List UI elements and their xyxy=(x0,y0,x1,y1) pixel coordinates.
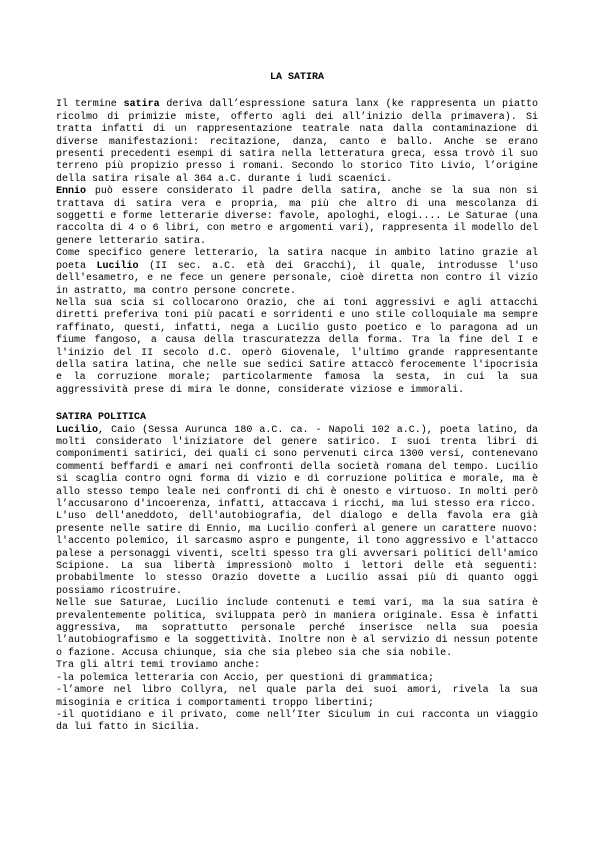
paragraph-lucilio-bio xyxy=(56,425,538,512)
paragraph-temi-intro: Tra gli altri temi troviamo anche: xyxy=(56,660,261,672)
paragraph-saturae: Nelle sue Saturae, Lucilio include contenuti e temi vari, ma la sua satira è prevalentemente politica, sviluppata però in maniera originale. Essa è infatti aggressiva, ma soprattutto personale perché inserisce nella sua poesia l’autobiografismo e la soggettività. Inoltre non è al servizio di nessun potente o fazione. Accusa chiunque, sia che sia plebeo sia che sia nobile. xyxy=(56,598,538,659)
paragraph-text: deriva dall’espressione satura lanx (ke rappresenta un piatto ricolmo di primizie miste, offerto agli dei all’inizio della primavera). Si tratta infatti di un rappresentazione teatrale nata dalla contaminazione di diverse manifestazioni: recitazione, danza, canto e ballo. Anche se erano presenti precedenti esempi di satira nella letteratura greca, essa trovò il suo terreno più propizio presso i romani. Secondo lo storico Tito Livio, l’origine della satira risale al 364 a.C. durante i ludi scaenici. xyxy=(56,99,538,185)
list-item: -l’amore nel libro Collyra, nel quale parla dei suoi amori, rivela la sua misoginia e critica i comportamenti troppo libertini; xyxy=(56,685,538,709)
paragraph-aneddoto: L'uso dell'aneddoto, dell'autobiografia, del dialogo e della favola era già presente nelle satire di Ennio, ma Lucilio conferì al genere un carattere nuovo: l'accento polemico, il sarcasmo aspro e pungente, il tono aggressivo e l'attacco palese a personaggi viventi, scelti spesso tra gli avversari politici dell'amico Scipione. La sua libertà impressionò molto i lettori delle età seguenti: probabilmente lo stesso Orazio dovette a Lucilio assai più di quanto oggi possiamo ricostruire. xyxy=(56,511,538,597)
paragraph-text: può essere considerato il padre della satira, anche se la sua non si trattava di satira vera e propria, ma più che altro di una mescolanza di soggetti e forme letterarie diverse: favole, apologhi, elogi.... Le Saturae (una raccolta di 4 o 6 libri, con metro e argomenti vari), rappresenta il modello del genere letterario satira. xyxy=(56,186,538,247)
paragraph-text: Il termine xyxy=(56,99,124,111)
paragraph-ennio xyxy=(56,186,538,248)
term-satira: satira xyxy=(123,99,160,111)
name-lucilio: Lucilio xyxy=(96,260,139,272)
paragraph-text: , Caio (Sessa Aurunca 180 a.C. ca. - Napoli 102 a.C.), poeta latino, da molti considerato l'iniziatore del genere satirico. I suoi trenta libri di componimenti satirici, dei quali ci sono pervenuti circa 1300 versi, contenevano commenti beffardi e amari nei confronti della società romana del tempo. Lucilio si scaglia contro ogni forma di vizio e dì corruzione politica e morale, ma è allo stesso tempo leale nei confronti di chi è onesto e virtuoso. In molti però l’accusarono d'incoerenza, infatti, attaccava i ricchi, ma lui stesso era ricco. xyxy=(56,424,538,510)
list-item: -il quotidiano e il privato, come nell’Iter Siculum in cui racconta un viaggio da lui fatto in Sicilia. xyxy=(56,709,538,734)
paragraph-orazio-giovenale: Nella sua scia si collocarono Orazio, che ai toni aggressivi e agli attacchi diretti preferiva toni più pacati e sorridenti e uno stile colloquiale ma sempre raffinato, questi, infatti, nega a Lucilio gusto poetico e lo paragona ad un fiume fangoso, a causa della trascuratezza della forma. Tra la fine del I e l'inizio del II secolo d.C. operò Giovenale, l'ultimo grande rappresentante della satira latina, che nelle sue sedici Satire attaccò ferocemente l'ipocrisia e la corruzione morale; particolarmente famosa la sesta, in cui la sua aggressività prese di mira le donne, considerate viziose e immorali. xyxy=(56,297,538,396)
list-item: -la polemica letteraria con Accio, per questioni di grammatica; xyxy=(56,672,435,684)
paragraph-text: (II sec. a.C. età dei Gracchi), il quale, introdusse l'uso dell'esametro, e ne fece un genere personale, cioè diretta non contro il vizio in astratto, ma contro persone concrete. xyxy=(56,260,538,297)
name-ennio: Ennio xyxy=(56,186,87,198)
section-heading: SATIRA POLITICA xyxy=(56,412,147,424)
paragraph-lucilio-intro xyxy=(56,248,538,298)
paragraph-text: Come specifico genere letterario, la satira nacque in ambito latino grazie al poeta xyxy=(56,248,538,272)
name-lucilio: Lucilio xyxy=(56,424,99,436)
document-title: LA SATIRA xyxy=(269,72,324,83)
paragraph-etymology xyxy=(56,99,538,186)
